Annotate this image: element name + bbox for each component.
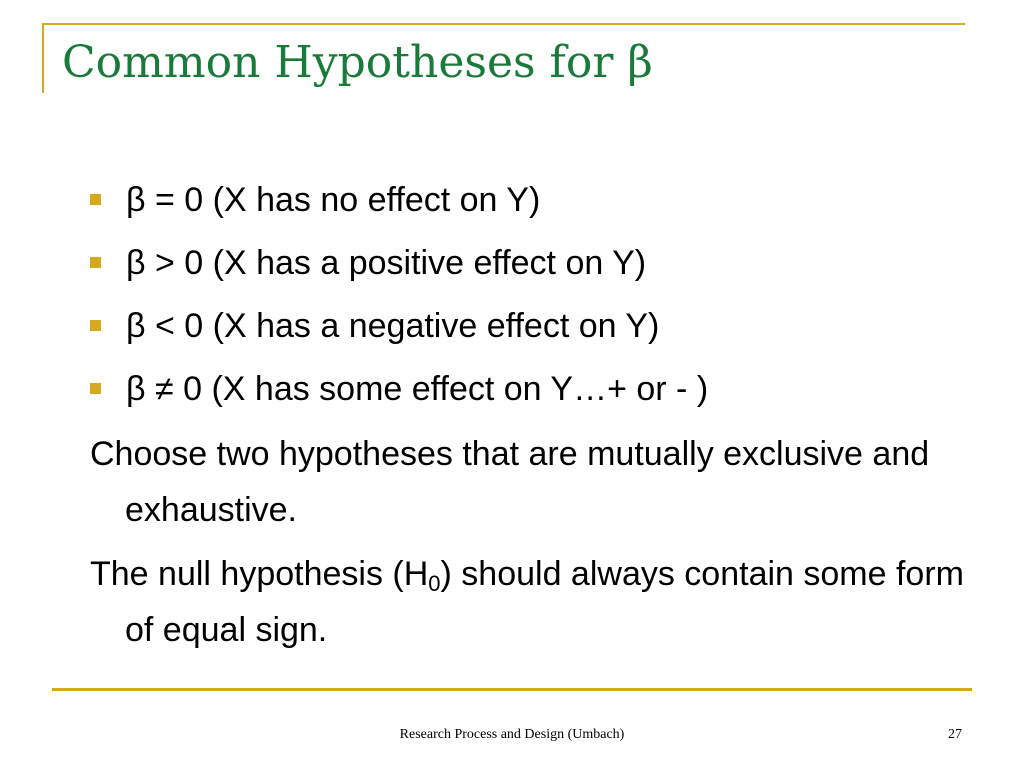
null-hypothesis-paragraph: [90, 546, 970, 658]
exclusive-paragraph: Choose two hypotheses that are mutually exclusive and exhaustive.: [90, 435, 930, 529]
bullet-item: [90, 168, 970, 231]
null-subscript: 0: [428, 571, 441, 596]
bullet-text: β > 0 (X has a positive effect on Y): [126, 243, 647, 282]
bullet-text: β < 0 (X has a negative effect on Y): [126, 306, 660, 345]
bullet-item: [90, 357, 970, 420]
page-number: 27: [948, 727, 962, 742]
footer-rule: [52, 688, 972, 691]
square-bullet-icon: [90, 383, 101, 394]
null-text-after: ) should always contain some form of equal sign.: [125, 555, 964, 649]
null-text-before: The null hypothesis (H: [90, 555, 429, 593]
footer-text: Research Process and Design (Umbach): [399, 727, 625, 742]
bullet-text: β ≠ 0 (X has some effect on Y…+ or - ): [126, 369, 709, 408]
bullet-text: β = 0 (X has no effect on Y): [126, 180, 541, 219]
bullet-item: [90, 294, 970, 357]
title-frame-top-rule: [42, 23, 965, 25]
title-frame-left-rule: [42, 23, 44, 93]
square-bullet-icon: [90, 257, 101, 268]
square-bullet-icon: [90, 194, 101, 205]
slide-body: [90, 168, 970, 658]
bullet-item: [90, 231, 970, 294]
slide-title: Common Hypotheses for β: [62, 37, 653, 88]
square-bullet-icon: [90, 320, 101, 331]
